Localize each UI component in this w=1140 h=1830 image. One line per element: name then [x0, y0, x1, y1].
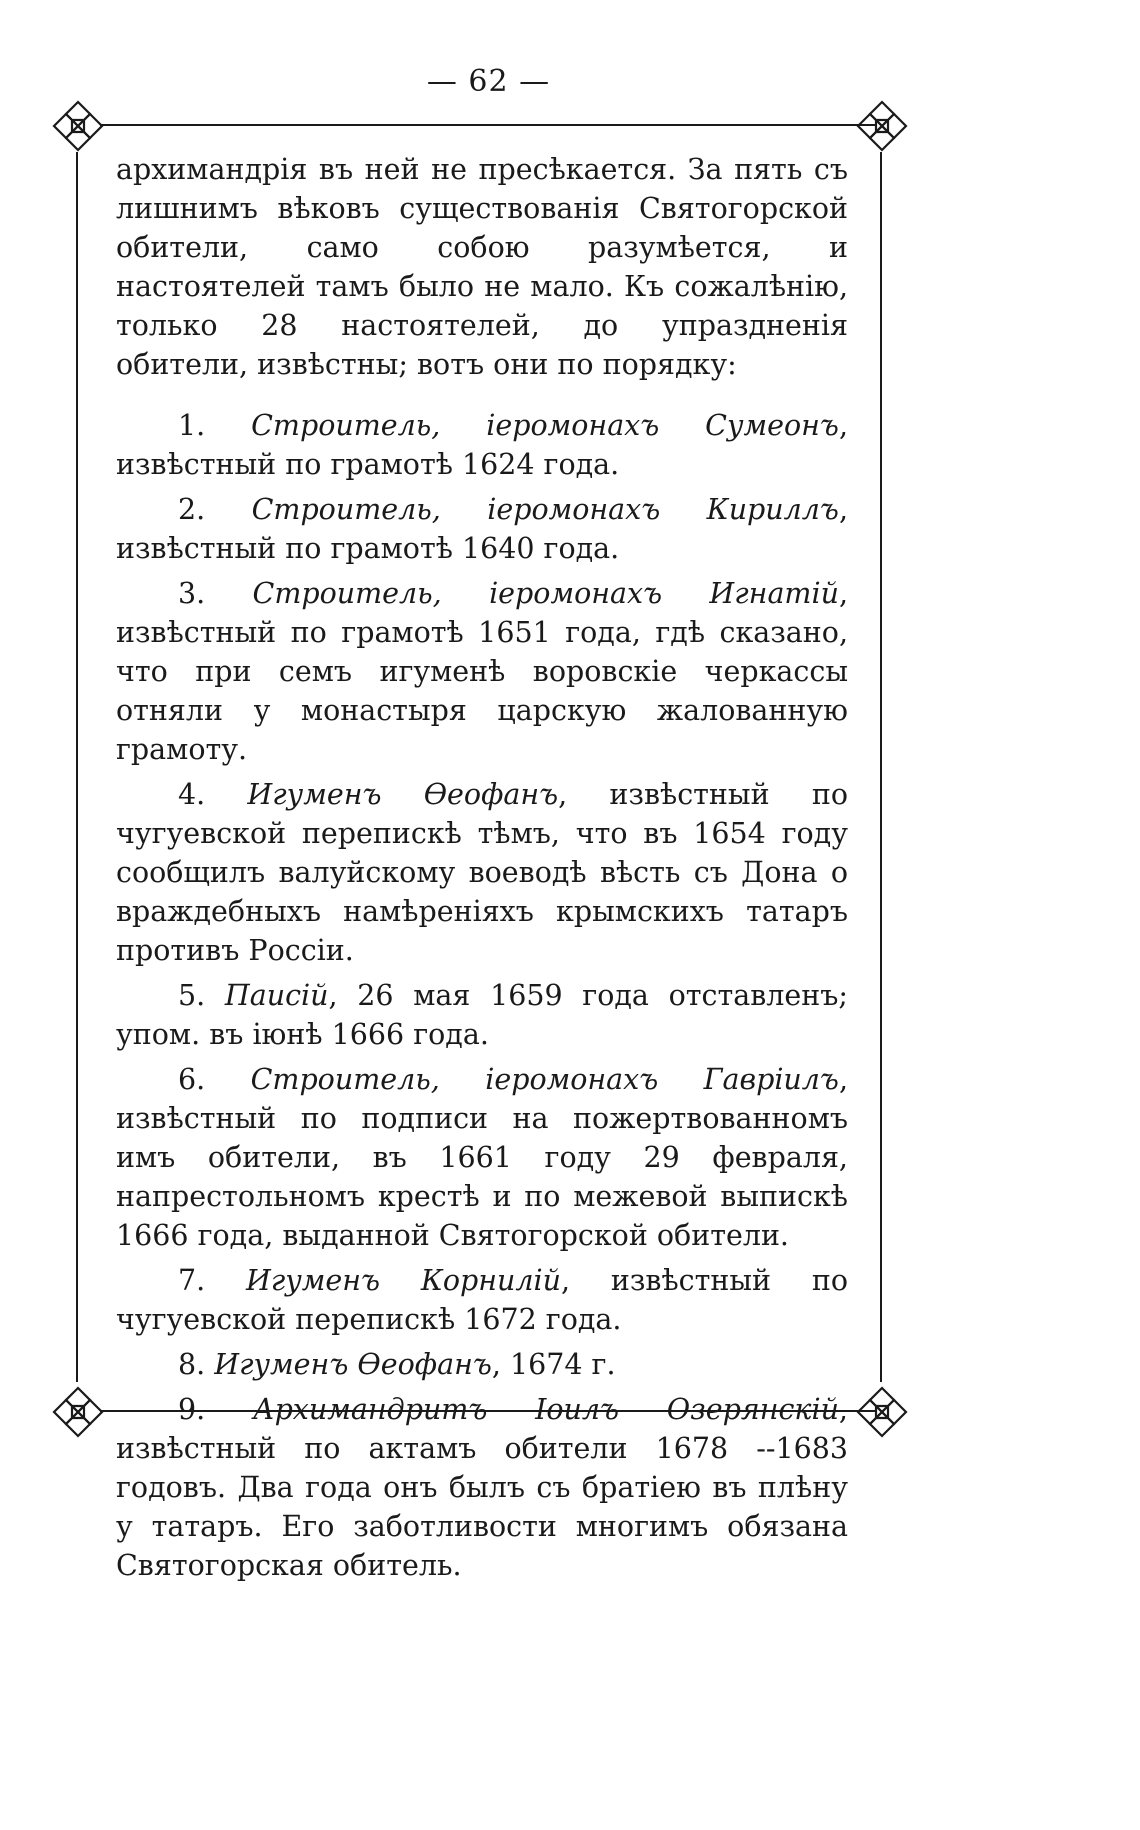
- entry-name: Строитель, іеромонахъ Сумеонъ: [251, 409, 839, 442]
- knot-ornament-icon: [48, 1382, 108, 1442]
- abbot-entry: [116, 490, 848, 568]
- entry-text: , 26 мая 1659 года отставленъ; упом. въ іюнѣ 1666 года.: [116, 979, 848, 1051]
- abbot-entry: [116, 976, 848, 1054]
- entry-text: , извѣстный по грамотѣ 1651 года, гдѣ сказано, что при семъ игуменѣ воровскіе черкассы отняли у монастыря царскую жалованную грамоту.: [116, 577, 848, 766]
- entry-number: 4.: [178, 778, 248, 811]
- page-number: — 62 —: [426, 64, 551, 99]
- entry-number: 7.: [178, 1264, 246, 1297]
- entry-name: Игуменъ Өеофанъ: [214, 1348, 492, 1381]
- knot-ornament-icon: [852, 96, 912, 156]
- frame-left-line: [76, 152, 78, 1382]
- entry-text: , извѣстный по актамъ обители 1678 --1683 годовъ. Два года онъ былъ съ братіею въ плѣну у татаръ. Его заботливости многимъ обязана Святогорская обитель.: [116, 1393, 848, 1582]
- entry-number: 8.: [178, 1348, 215, 1381]
- entry-text: , извѣстный по грамотѣ 1624 года.: [116, 409, 848, 481]
- abbot-entry: [116, 1060, 848, 1255]
- abbot-entry: [116, 1261, 848, 1339]
- entry-text: , извѣстный по чугуевской перепискѣ тѣмъ, что въ 1654 году сообщилъ валуйскому воеводѣ вѣсть съ Дона о враждебныхъ намѣреніяхъ крымскихъ татаръ противъ Россіи.: [116, 778, 848, 967]
- entry-text: , 1674 г.: [491, 1348, 616, 1381]
- abbot-entry: [116, 775, 848, 970]
- entry-number: 3.: [178, 577, 253, 610]
- abbot-entry: [116, 1390, 848, 1585]
- abbot-entry: [116, 1345, 848, 1384]
- frame-right-line: [880, 152, 882, 1382]
- abbot-entry: [116, 406, 848, 484]
- entry-text: , извѣстный по чугуевской перепискѣ 1672 года.: [116, 1264, 848, 1336]
- entry-number: 2.: [178, 493, 252, 526]
- entry-name: Игуменъ Корнилій: [245, 1264, 562, 1297]
- entry-name: Строитель, іеромонахъ Кириллъ: [251, 493, 839, 526]
- entry-name: Строитель, іеромонахъ Игнатій: [252, 577, 839, 610]
- entry-text: , извѣстный по подписи на пожертвованномъ имъ обители, въ 1661 году 29 февраля, напрестольномъ крестѣ и по межевой выпискѣ 1666 года, выданной Святогорской обители.: [116, 1063, 848, 1252]
- entry-name: Архимандритъ Іоилъ Озерянскій: [252, 1393, 839, 1426]
- entry-number: 1.: [178, 409, 252, 442]
- body-text: [116, 150, 848, 1591]
- entry-number: 5.: [178, 979, 225, 1012]
- entry-number: 6.: [178, 1063, 251, 1096]
- frame-top-line: [100, 124, 877, 126]
- entry-name: Строитель, іеромонахъ Гавріилъ: [250, 1063, 839, 1096]
- intro-paragraph: архимандрія въ ней не пресѣкается. За пять съ лишнимъ вѣковъ существованія Святогорской обители, само собою разумѣется, и настоятелей тамъ было не мало. Къ сожалѣнію, только 28 настоятелей, до упраздненія обители, извѣстны; вотъ они по порядку:: [116, 153, 848, 381]
- knot-ornament-icon: [852, 1382, 912, 1442]
- knot-ornament-icon: [48, 96, 108, 156]
- entry-number: 9.: [178, 1393, 253, 1426]
- entry-name: Паисій: [224, 979, 329, 1012]
- abbot-entry: [116, 574, 848, 769]
- entry-text: , извѣстный по грамотѣ 1640 года.: [116, 493, 848, 565]
- entry-name: Игуменъ Өеофанъ: [247, 778, 559, 811]
- abbot-list: [116, 406, 848, 1585]
